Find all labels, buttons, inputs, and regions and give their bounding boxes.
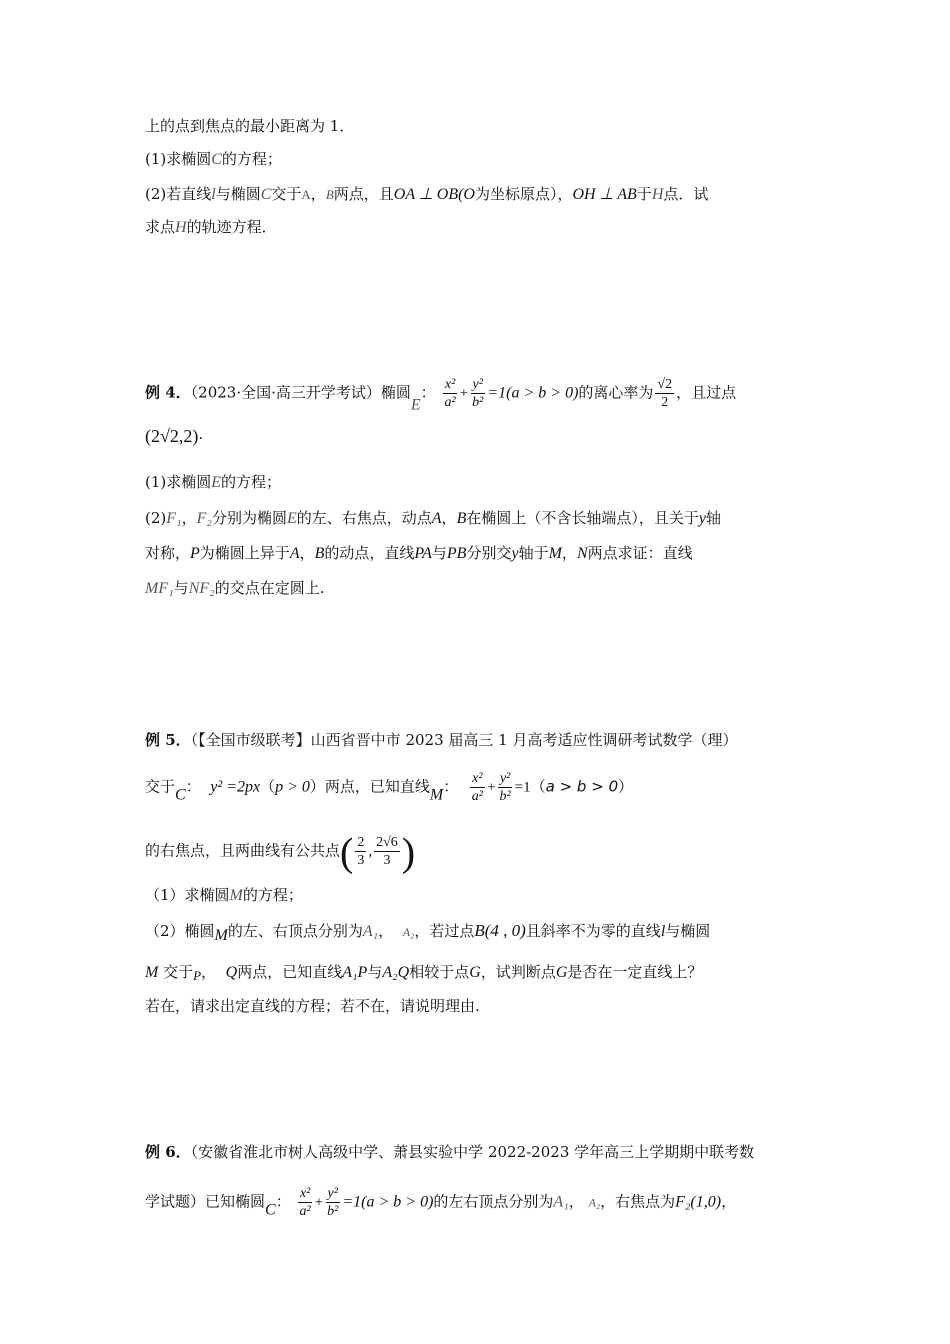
operator: + xyxy=(314,1194,324,1211)
example-6-line2 xyxy=(145,1185,736,1221)
paren-close: ) xyxy=(401,829,416,875)
math-var: P xyxy=(190,545,200,562)
example-label: 例 4． xyxy=(145,383,191,402)
text: ，若过点 xyxy=(414,922,475,940)
text: 的左右顶点分别为 xyxy=(433,1192,554,1211)
example-4-point xyxy=(145,424,203,446)
math-point: (2√2,2) xyxy=(145,426,199,446)
text: 与 xyxy=(431,544,447,562)
text: 轴 xyxy=(705,509,721,527)
text: ： xyxy=(185,777,201,796)
frac-num: y² xyxy=(472,377,483,392)
text: 的右焦点，且两曲线有公共点 xyxy=(145,841,341,860)
fraction-eccentricity xyxy=(655,376,674,411)
fraction-point-y xyxy=(374,834,400,869)
example-label: 例 5． xyxy=(145,731,191,749)
math-var: l xyxy=(660,923,666,940)
example-5-question-2-line3 xyxy=(145,996,480,1016)
text: ，右焦点为 xyxy=(600,1192,676,1211)
text: 若在，请求出定直线的方程；若不在，请说明理由. xyxy=(145,997,480,1015)
frac-num: x² xyxy=(444,377,456,392)
frac-den: 3 xyxy=(383,853,391,868)
fraction-y2-b2 xyxy=(470,376,485,411)
example-label: 例 6． xyxy=(145,1143,191,1161)
example-5-question-2-line2 xyxy=(145,962,702,986)
text: 于 xyxy=(636,185,652,203)
example-5-question-2 xyxy=(145,921,710,946)
example-4-header xyxy=(145,376,736,416)
text: ， xyxy=(441,509,457,527)
frac-den: a² xyxy=(444,395,456,410)
p1-question-2-cont xyxy=(145,217,277,238)
text: 两点，已知直线 xyxy=(324,777,430,796)
math-var: A₁ xyxy=(553,1193,569,1211)
text: 在椭圆上（不含长轴端点），且关于 xyxy=(466,509,699,527)
p1-text: 上的点到焦点的最小距离为 1． xyxy=(145,117,355,135)
frac-num: x² xyxy=(299,1186,311,1201)
text: 是否在一定直线上？ xyxy=(567,963,703,981)
math-var: E xyxy=(211,474,222,491)
text: ： xyxy=(443,777,459,796)
math-var: y xyxy=(511,545,519,562)
math-var: F₂ xyxy=(196,510,212,527)
q1-text: (1)求椭圆 xyxy=(145,150,212,168)
math-var: A₁P xyxy=(342,964,368,981)
paren-open: ( xyxy=(340,829,354,875)
text: 分别为椭圆 xyxy=(211,509,287,527)
example-source: （安徽省淮北市树人高级中学、萧县实验中学 2022-2023 学年高三上学期期中联考数 xyxy=(190,1143,755,1161)
math-var: y xyxy=(698,510,706,527)
math-condition: p > 0 xyxy=(275,778,310,796)
text: 的左、右顶点分别为 xyxy=(227,922,363,940)
p1-line1 xyxy=(145,116,354,136)
example-source: （【全国市级联考】山西省晋中市 2023 届高三 1 月高考适应性调研考试数学（理） xyxy=(190,731,738,749)
text: 点．试 xyxy=(663,185,709,203)
math-var: G xyxy=(469,964,481,981)
frac-num: x² xyxy=(472,771,483,786)
text: 的动点，直线 xyxy=(324,544,415,562)
math-condition: =1(a > b > 0) xyxy=(487,384,579,402)
text: . xyxy=(198,425,204,443)
text: （2）椭圆 xyxy=(145,922,215,940)
example-5-question-1 xyxy=(145,885,303,906)
text: ， xyxy=(568,1192,584,1211)
p1-question-2 xyxy=(145,184,708,205)
frac-den: 2 xyxy=(661,395,669,410)
math-var: M xyxy=(229,887,243,904)
text: 两点求证：直线 xyxy=(587,544,693,562)
text: ， xyxy=(561,544,577,562)
math-var: C xyxy=(260,186,272,203)
text: 交于 xyxy=(163,963,194,981)
math-condition: =1(a > b > 0) xyxy=(342,1193,434,1211)
p1-question-1 xyxy=(145,149,282,170)
text: ： xyxy=(420,383,436,402)
text: 与椭圆 xyxy=(215,185,261,203)
example-4-question-2 xyxy=(145,508,721,529)
math-var: MF₁ xyxy=(145,580,174,597)
frac-num: √2 xyxy=(657,377,673,392)
text: 两点，已知直线 xyxy=(237,963,343,981)
text: ） xyxy=(309,777,325,796)
math-expression: y² =2px xyxy=(210,778,261,796)
text: ， xyxy=(721,1192,737,1211)
text: (2)若直线 xyxy=(145,185,212,203)
math-var: A₁ xyxy=(362,923,379,940)
text: （ xyxy=(530,777,546,796)
math-var: A xyxy=(301,187,311,202)
math-expression: OH ⊥ AB xyxy=(572,186,637,203)
frac-den: b² xyxy=(327,1204,339,1219)
math-var: B xyxy=(456,510,467,527)
text: 学试题）已知椭圆 xyxy=(145,1192,266,1211)
text: (1)求椭圆 xyxy=(145,473,212,491)
text: ， xyxy=(181,509,197,527)
math-var: PB xyxy=(446,545,467,562)
text: 的方程； xyxy=(221,473,282,491)
text: (2) xyxy=(145,509,167,527)
text: 为坐标原点）， xyxy=(474,185,573,203)
math-var: B xyxy=(325,187,334,202)
text: 交于 xyxy=(145,777,176,796)
text: 与 xyxy=(367,963,383,981)
frac-num: 2 xyxy=(357,835,365,850)
fraction-y2-b2 xyxy=(325,1185,340,1220)
text: 相较于点 xyxy=(409,963,470,981)
math-var: G xyxy=(555,964,568,981)
text: 与 xyxy=(173,579,189,597)
q1-text: 的方程； xyxy=(221,150,282,168)
math-var: l xyxy=(211,186,216,203)
example-6-header xyxy=(145,1142,754,1162)
text: ， xyxy=(299,544,315,562)
math-var: A₂ xyxy=(402,925,415,939)
text: 的方程； xyxy=(242,886,303,904)
text: （ xyxy=(260,777,276,796)
text: ， xyxy=(378,922,394,940)
math-var: Q xyxy=(225,964,238,981)
text: 对称， xyxy=(145,544,191,562)
text: 交于 xyxy=(271,185,302,203)
math-var: C xyxy=(211,151,222,168)
text: ，且过点 xyxy=(676,383,737,402)
math-var: A xyxy=(431,510,442,527)
math-var: C xyxy=(265,1201,276,1219)
math-var: H xyxy=(175,219,187,236)
operator: + xyxy=(459,385,469,402)
frac-den: 3 xyxy=(357,853,365,868)
math-point: B(4 , 0) xyxy=(474,921,526,940)
example-4-question-2-line2 xyxy=(145,543,693,564)
math-expression: =1 xyxy=(514,779,531,796)
text: 轴于 xyxy=(518,544,549,562)
operator: + xyxy=(486,779,496,796)
math-var: A₂Q xyxy=(382,964,410,981)
math-var: M xyxy=(429,786,444,804)
text: 与椭圆 xyxy=(665,922,711,940)
math-var: PA xyxy=(414,545,432,562)
text: 的交点在定圆上. xyxy=(214,579,325,597)
text: 求点 xyxy=(145,218,176,236)
comma: , xyxy=(368,843,373,860)
math-expression: OA ⊥ OB(O xyxy=(393,186,475,203)
math-var: A₂ xyxy=(588,1195,601,1210)
frac-den: a² xyxy=(299,1204,311,1219)
example-5-header xyxy=(145,730,737,750)
fraction-x2-a2 xyxy=(297,1185,312,1220)
fraction-x2-a2 xyxy=(442,376,457,411)
math-var: M xyxy=(214,927,228,944)
text: ， xyxy=(310,185,326,203)
math-var: P xyxy=(193,968,202,983)
fraction-y2-b2 xyxy=(497,770,512,805)
example-5-line2 xyxy=(145,770,633,806)
math-var: B xyxy=(314,545,325,562)
math-var: H xyxy=(651,186,664,203)
text: ： xyxy=(275,1192,291,1211)
math-var: F₁ xyxy=(166,510,182,527)
math-var: N xyxy=(576,545,588,562)
math-var: E xyxy=(410,396,421,414)
frac-den: b² xyxy=(472,395,484,410)
example-source: （2023·全国·高三开学考试）椭圆 xyxy=(190,383,411,402)
math-var: M xyxy=(145,964,159,981)
frac-den: a² xyxy=(471,789,483,804)
frac-num: 2√6 xyxy=(376,835,398,850)
math-var: C xyxy=(175,786,186,804)
text: 分别交 xyxy=(466,544,512,562)
text: 为椭圆上异于 xyxy=(199,544,290,562)
example-4-question-1 xyxy=(145,472,281,493)
text: ） xyxy=(618,777,634,796)
text: 的离心率为 xyxy=(578,383,654,402)
frac-num: y² xyxy=(499,771,511,786)
text: ， xyxy=(201,963,217,981)
text: （1）求椭圆 xyxy=(145,886,230,904)
fraction-point-x xyxy=(355,834,366,869)
example-5-line3 xyxy=(145,829,416,875)
text: 的左、右焦点，动点 xyxy=(296,509,432,527)
text: ，试判断点 xyxy=(480,963,556,981)
math-condition: a > b > 0 xyxy=(545,777,619,796)
math-point: F₂(1,0) xyxy=(675,1193,722,1211)
example-4-question-2-line3 xyxy=(145,578,324,599)
math-var: NF₂ xyxy=(188,580,215,597)
fraction-x2-a2 xyxy=(470,770,485,805)
text: 两点，且 xyxy=(333,185,394,203)
math-var: M xyxy=(548,545,562,562)
math-var: A xyxy=(289,545,300,562)
math-var: E xyxy=(286,510,297,527)
frac-den: b² xyxy=(499,789,511,804)
text: 且斜率不为零的直线 xyxy=(525,922,661,940)
frac-num: y² xyxy=(327,1186,338,1201)
text: 的轨迹方程． xyxy=(186,218,277,236)
